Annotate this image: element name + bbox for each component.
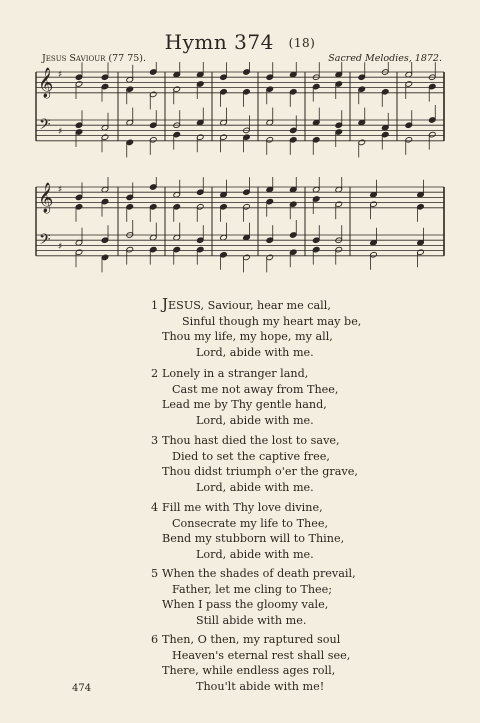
verse-line: Then, O then, my raptured soul: [162, 633, 341, 646]
key-signature: ♯: [58, 185, 63, 195]
verse-1: [151, 295, 362, 360]
hymn-reference: (18): [288, 36, 316, 50]
verse-number: 6: [151, 633, 159, 646]
treble-clef: 𝄞: [38, 183, 54, 213]
verse-line: Thou my life, my hope, my all,: [162, 330, 333, 344]
music-system-2: [0, 177, 480, 277]
tune-source: Sacred Melodies, 1872.: [328, 53, 442, 64]
drop-cap: J: [162, 295, 169, 313]
verse-line: Lord, abide with me.: [196, 480, 314, 494]
verse-line: Lonely in a stranger land,: [162, 367, 309, 380]
verse-line: Fill me with Thy love divine,: [162, 501, 323, 514]
verse-line: There, while endless ages roll,: [162, 664, 336, 678]
verse-number: 4: [151, 501, 159, 514]
notes: [75, 177, 424, 272]
verse-line: Lord, abide with me.: [196, 547, 314, 561]
notes: [75, 62, 436, 157]
verse-4: [151, 500, 345, 562]
verse-6: [151, 632, 351, 694]
verse-3: [151, 433, 358, 495]
verse-line: Heaven's eternal rest shall see,: [172, 648, 351, 662]
verse-line: Lord, abide with me.: [196, 345, 314, 359]
verse-line: Thou'lt abide with me!: [196, 679, 325, 693]
verse-number: 2: [151, 367, 159, 380]
hymn-title-word: Hymn: [164, 30, 228, 54]
verse-line: Sinful though my heart may be,: [182, 314, 362, 328]
verse-line: Consecrate my life to Thee,: [172, 516, 329, 530]
verse-number: 3: [151, 434, 159, 447]
music-system-1: [0, 62, 480, 162]
verse-line: ESUS, Saviour, hear me call,: [168, 299, 331, 312]
verse-line: Thou didst triumph o'er the grave,: [162, 465, 358, 479]
page-number: 474: [72, 683, 92, 694]
bass-clef: 𝄢: [39, 116, 51, 137]
verse-line: Thou hast died the lost to save,: [162, 434, 340, 447]
treble-clef: 𝄞: [38, 68, 54, 98]
staff-lines: [36, 187, 444, 256]
verse-line: When I pass the gloomy vale,: [162, 598, 329, 612]
verse-5: [151, 566, 356, 628]
staff-lines: [36, 72, 444, 141]
verse-line: When the shades of death prevail,: [162, 567, 356, 580]
key-signature: ♯: [58, 70, 63, 80]
verse-number: 5: [151, 567, 159, 580]
key-signature: ♯: [58, 242, 63, 252]
verse-line: Cast me not away from Thee,: [172, 382, 339, 396]
verse-line: Bend my stubborn will to Thine,: [162, 532, 345, 546]
bass-clef: 𝄢: [39, 231, 51, 252]
verse-line: Lord, abide with me.: [196, 413, 314, 427]
key-signature: ♯: [58, 127, 63, 137]
verse-number: 1: [151, 299, 159, 312]
verse-line: Lead me by Thy gentle hand,: [162, 398, 327, 412]
tune-name: Jesus Saviour (77 75).: [42, 53, 147, 64]
verse-line: Died to set the captive free,: [172, 449, 330, 463]
verse-2: [151, 366, 339, 428]
verse-line: Still abide with me.: [196, 613, 307, 627]
verse-line: Father, let me cling to Thee;: [172, 582, 333, 596]
hymn-title: [0, 30, 480, 54]
hymn-number: 374: [234, 30, 274, 54]
